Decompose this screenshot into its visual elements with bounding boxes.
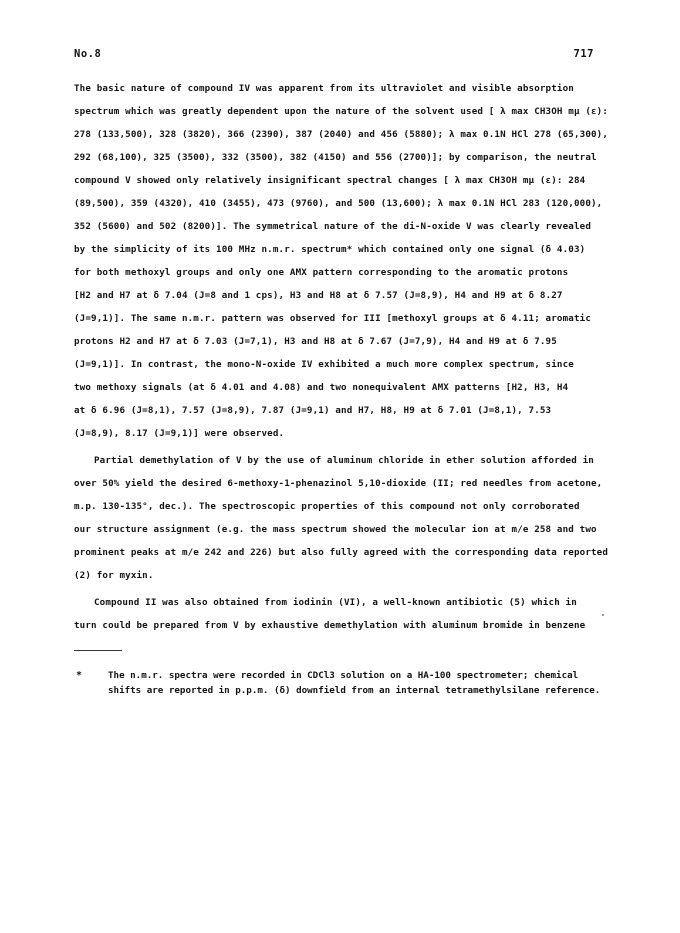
body-line: two methoxy signals (at δ 4.01 and 4.08) and two nonequivalent AMX patterns [H2, H3, H4 xyxy=(74,382,569,393)
footnote-rule xyxy=(74,650,122,651)
body-line: our structure assignment (e.g. the mass spectrum showed the molecular ion at m/e 258 and two xyxy=(74,524,597,535)
body-line: (J=9,1)]. In contrast, the mono-N-oxide IV exhibited a much more complex spectrum, since xyxy=(74,359,574,370)
body-line: [H2 and H7 at δ 7.04 (J=8 and 1 cps), H3 and H8 at δ 7.57 (J=8,9), H4 and H9 at δ 8.27 xyxy=(74,290,563,301)
body-line: The basic nature of compound IV was apparent from its ultraviolet and visible absorption xyxy=(74,83,574,94)
page-number: 717 xyxy=(573,48,594,60)
body-line: 278 (133,500), 328 (3820), 366 (2390), 387 (2040) and 456 (5880); λ max 0.1N HCl 278 (65,300), xyxy=(74,129,609,140)
scan-speck xyxy=(602,614,604,616)
body-line: prominent peaks at m/e 242 and 226) but also fully agreed with the corresponding data reported xyxy=(74,547,609,558)
body-line: protons H2 and H7 at δ 7.03 (J=7,1), H3 and H8 at δ 7.67 (J=7,9), H4 and H9 at δ 7.95 xyxy=(74,336,557,347)
body-line: m.p. 130-135°, dec.). The spectroscopic properties of this compound not only corroborated xyxy=(74,501,580,512)
footnote-line: shifts are reported in p.p.m. (δ) downfield from an internal tetramethylsilane reference. xyxy=(108,685,601,696)
body-line: over 50% yield the desired 6-methoxy-1-phenazinol 5,10-dioxide (II; red needles from acetone, xyxy=(74,478,603,489)
body-line: for both methoxyl groups and only one AMX pattern corresponding to the aromatic protons xyxy=(74,267,569,278)
body-line: 292 (68,100), 325 (3500), 332 (3500), 382 (4150) and 556 (2700)]; by comparison, the neutral xyxy=(74,152,597,163)
body-line: (2) for myxin. xyxy=(74,570,154,581)
body-line: compound V showed only relatively insignificant spectral changes [ λ max CH3OH mμ (ε): 284 xyxy=(74,175,586,186)
body-line: spectrum which was greatly dependent upon the nature of the solvent used [ λ max CH3OH mμ (ε): xyxy=(74,106,609,117)
body-line: by the simplicity of its 100 MHz n.m.r. spectrum* which contained only one signal (δ 4.03) xyxy=(74,244,586,255)
body-line: turn could be prepared from V by exhaustive demethylation with aluminum bromide in benzene xyxy=(74,620,586,631)
body-line: (J=8,9), 8.17 (J=9,1)] were observed. xyxy=(74,428,285,439)
footnote-line: The n.m.r. spectra were recorded in CDCl3 solution on a HA-100 spectrometer; chemical xyxy=(108,670,579,681)
body-line: (89,500), 359 (4320), 410 (3455), 473 (9760), and 500 (13,600); λ max 0.1N HCl 283 (120,000), xyxy=(74,198,603,209)
body-line: (J=9,1)]. The same n.m.r. pattern was observed for III [methoxyl groups at δ 4.11; aromatic xyxy=(74,313,592,324)
journal-number: No.8 xyxy=(74,48,102,60)
body-line: 352 (5600) and 502 (8200)]. The symmetrical nature of the di-N-oxide V was clearly revealed xyxy=(74,221,592,232)
body-line: Partial demethylation of V by the use of aluminum chloride in ether solution afforded in xyxy=(94,455,594,466)
footnote-marker: * xyxy=(76,670,83,681)
body-line: Compound II was also obtained from iodinin (VI), a well-known antibiotic (5) which in xyxy=(94,597,577,608)
body-line: at δ 6.96 (J=8,1), 7.57 (J=8,9), 7.87 (J=9,1) and H7, H8, H9 at δ 7.01 (J=8,1), 7.53 xyxy=(74,405,552,416)
